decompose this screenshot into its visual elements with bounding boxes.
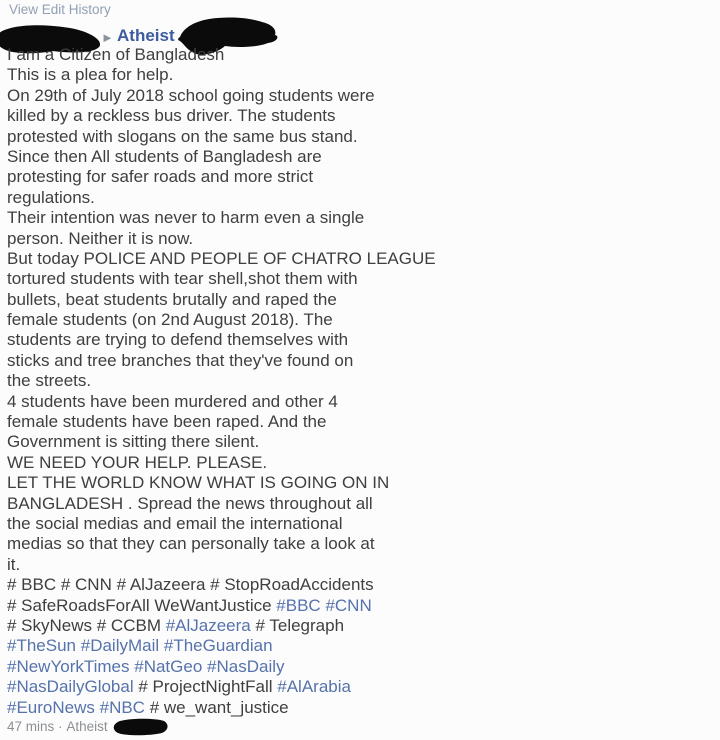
hashtag-link[interactable]: #NatGeo (134, 656, 203, 676)
post-text-segment: protesting for safer roads and more strict (7, 167, 314, 187)
post-text-segment: killed by a reckless bus driver. The students (7, 106, 336, 126)
post-text-line (7, 514, 713, 534)
post-text-line (7, 534, 713, 554)
post-text-segment: person. Neither it is now. (7, 228, 194, 248)
post-text-segment: female students (on 2nd August 2018). The (7, 310, 333, 330)
audience-label: Atheist (66, 718, 108, 734)
post-text-segment: # we_want_justice (144, 697, 289, 717)
footer-separator: · (58, 718, 63, 734)
hashtag-link[interactable]: #NBC (99, 697, 145, 717)
post-text-segment: sticks and tree branches that they've found on (7, 350, 354, 370)
post-text-line (7, 698, 713, 718)
hashtag-link[interactable]: #NasDaily (207, 656, 285, 676)
post-text-line (7, 677, 713, 697)
shared-to-arrow-icon: ► (101, 30, 114, 45)
post-text-segment: the social medias and email the international (7, 513, 343, 533)
post-text-segment: it. (7, 554, 21, 574)
post-text-line (7, 290, 713, 310)
post-text-line (7, 65, 713, 85)
post-text-line (7, 351, 713, 371)
post-text-segment: On 29th of July 2018 school going students were (7, 85, 375, 105)
post-text-line (7, 412, 713, 432)
post-text-segment: This is a plea for help. (7, 65, 174, 85)
post-text-line (7, 229, 713, 249)
post-text-segment: 4 students have been murdered and other 4 (7, 391, 338, 411)
post-text-segment: Since then All students of Bangladesh are (7, 146, 322, 166)
timestamp[interactable]: 47 mins (7, 718, 55, 734)
post-text-line (7, 249, 713, 269)
post-text-segment: Their intention was never to harm even a single (7, 208, 365, 228)
post-text-line (7, 616, 713, 636)
post-text-segment: I am a Citizen of Bangladesh (7, 45, 225, 64)
hashtag-link[interactable]: #AlJazeera (165, 615, 251, 635)
hashtag-link[interactable]: #BBC (276, 595, 321, 615)
post-text-line (7, 636, 713, 656)
post-text-line (7, 269, 713, 289)
post-text-line (7, 310, 713, 330)
post-text-segment: # SafeRoadsForAll WeWantJustice (7, 595, 277, 615)
group-name-link[interactable]: Atheist (117, 26, 175, 45)
post-text-line (7, 596, 713, 616)
post-text-line (7, 45, 713, 65)
post-text-segment: medias so that they can personally take a look at (7, 534, 375, 554)
hashtag-link[interactable]: #CNN (325, 595, 372, 615)
hashtag-link[interactable]: #TheSun (7, 636, 76, 656)
view-edit-history-link[interactable]: View Edit History (9, 2, 111, 17)
post-text-line (7, 392, 713, 412)
post-text-line (7, 167, 713, 187)
post-text-line (7, 147, 713, 167)
post-text-line (7, 86, 713, 106)
hashtag-link[interactable]: #NasDailyGlobal (7, 677, 134, 697)
post-text-segment: # BBC # CNN # AlJazeera # StopRoadAccidents (7, 575, 374, 595)
post-text-segment: # Telegraph (250, 615, 345, 635)
post-text-line (7, 494, 713, 514)
post-text-line (7, 188, 713, 208)
hashtag-link[interactable]: #AlArabia (277, 677, 351, 697)
post-text-segment: WE NEED YOUR HELP. PLEASE. (7, 452, 268, 472)
post-text-segment: Government is sitting there silent. (7, 432, 260, 452)
post-text-line (7, 330, 713, 350)
post-text-segment: regulations. (7, 187, 95, 207)
post-text-line (7, 106, 713, 126)
post-header (0, 8, 720, 50)
hashtag-link[interactable]: #EuroNews (7, 697, 95, 717)
post-text-line (7, 371, 713, 391)
post-text-line (7, 127, 713, 147)
post-text-segment: But today POLICE AND PEOPLE OF CHATRO LEAGUE (7, 248, 436, 268)
post-text-segment: the streets. (7, 371, 92, 391)
hashtag-link[interactable]: #DailyMail (80, 636, 160, 656)
post-text-segment: BANGLADESH . Spread the news throughout all (7, 493, 373, 513)
post-text-line (7, 432, 713, 452)
post-text-line (7, 555, 713, 575)
hashtag-link[interactable]: #NewYorkTimes (7, 656, 130, 676)
post-text-segment: # ProjectNightFall (133, 677, 278, 697)
post-text-segment: bullets, beat students brutally and raped the (7, 289, 337, 309)
post-text-segment: protested with slogans on the same bus stand. (7, 126, 358, 146)
post-text-line (7, 453, 713, 473)
post-text-segment: LET THE WORLD KNOW WHAT IS GOING ON IN (7, 473, 390, 493)
post-text-line (7, 473, 713, 493)
post-footer (7, 717, 108, 735)
post-body (7, 45, 713, 718)
hashtag-link[interactable]: #TheGuardian (163, 636, 273, 656)
post-text-line (7, 657, 713, 677)
redaction-scribble-footer (111, 718, 170, 736)
post-text-line (7, 575, 713, 595)
post-text-line (7, 208, 713, 228)
post-text-segment: tortured students with tear shell,shot them with (7, 269, 358, 289)
post-text-segment: # SkyNews # CCBM (7, 615, 166, 635)
post-text-segment: students are trying to defend themselves with (7, 330, 349, 350)
post-text-segment: female students have been raped. And the (7, 412, 327, 432)
